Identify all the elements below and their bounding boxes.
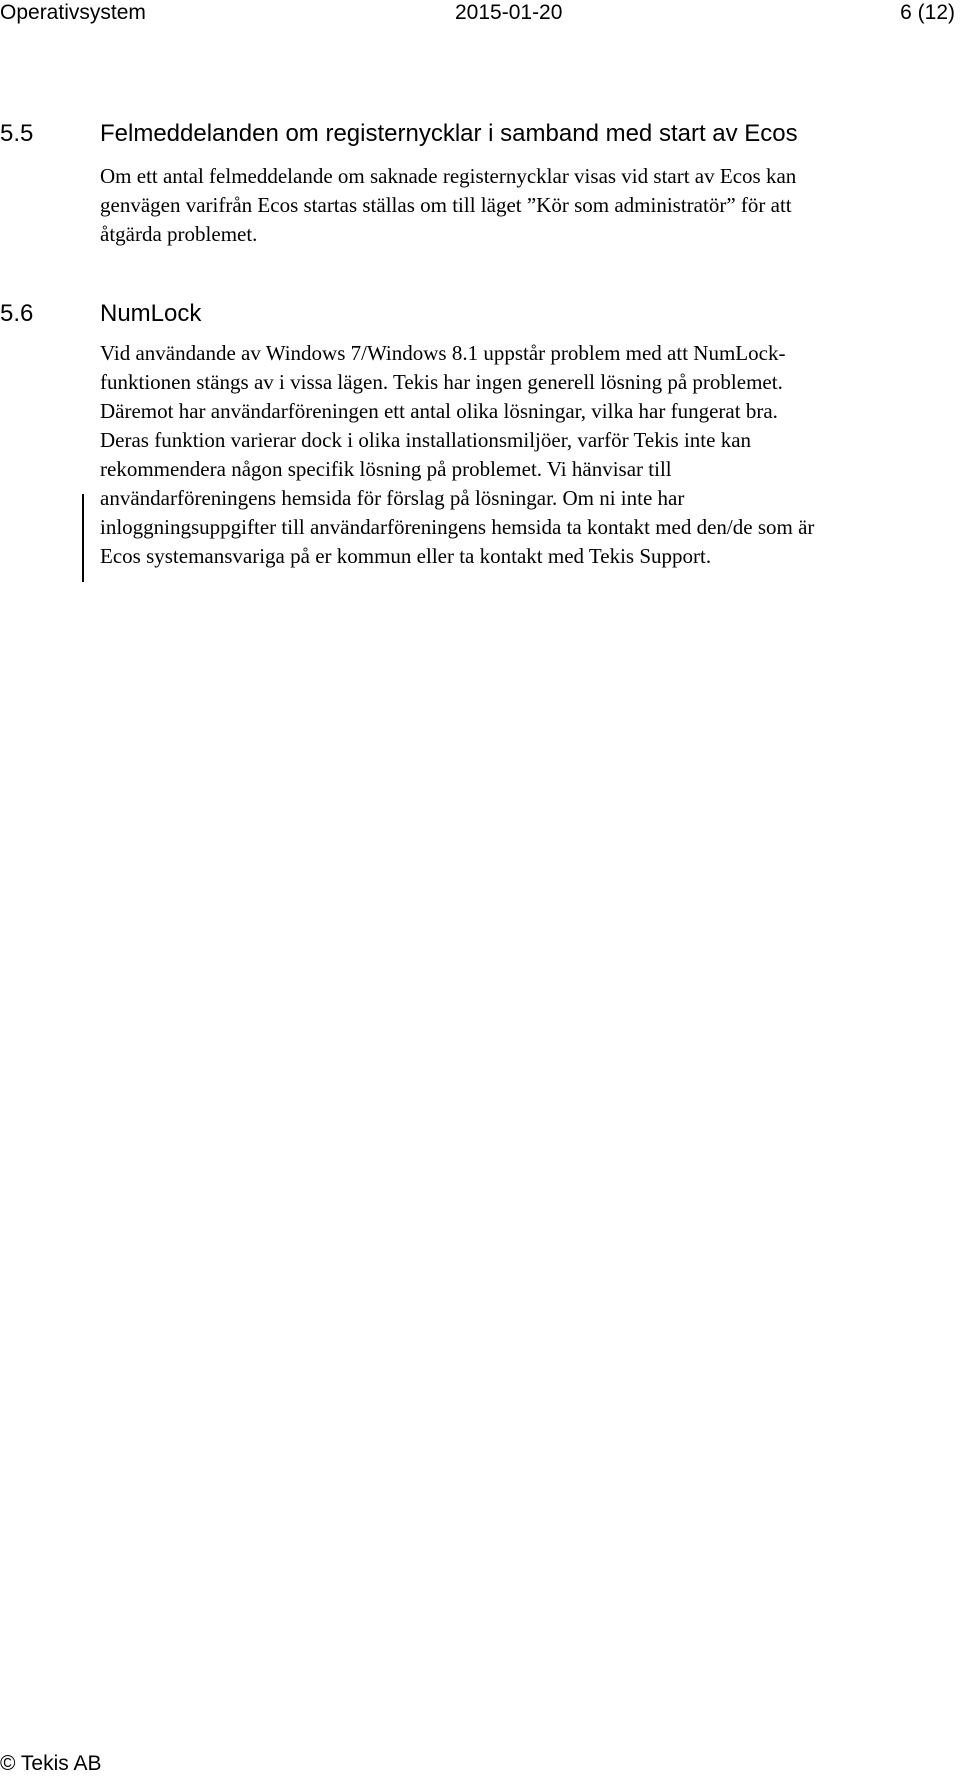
paragraph-line: genvägen varifrån Ecos startas ställas om till läget ”Kör som administratör” för att <box>100 193 792 217</box>
paragraph-line: rekommendera någon specifik lösning på problemet. Vi hänvisar till <box>100 457 672 481</box>
paragraph-line: användarföreningens hemsida för förslag på lösningar. Om ni inte har <box>100 486 685 510</box>
section-5-5-heading <box>0 120 798 148</box>
paragraph-line: Om ett antal felmeddelande om saknade registernycklar visas vid start av Ecos kan <box>100 164 797 188</box>
section-5-6-number: 5.6 <box>0 300 34 327</box>
section-5-5-paragraph <box>100 162 940 249</box>
header-page-number: 6 (12) <box>900 1 955 24</box>
paragraph-line: åtgärda problemet. <box>100 222 258 246</box>
paragraph-line: funktionen stängs av i vissa lägen. Tekis har ingen generell lösning på problemet. <box>100 370 783 394</box>
section-5-5-title: Felmeddelanden om registernycklar i samband med start av Ecos <box>100 120 798 147</box>
section-5-5-number: 5.5 <box>0 120 34 147</box>
revision-change-bar <box>82 494 84 582</box>
section-5-6-heading <box>0 300 201 328</box>
section-5-6-title: NumLock <box>100 300 202 327</box>
paragraph-line: Däremot har användarföreningen ett antal olika lösningar, vilka har fungerat bra. <box>100 399 778 423</box>
paragraph-line: Ecos systemansvariga på er kommun eller ta kontakt med Tekis Support. <box>100 544 712 568</box>
header-document-title: Operativsystem <box>0 1 146 24</box>
page-footer-copyright: © Tekis AB <box>0 1752 102 1775</box>
paragraph-line: Vid användande av Windows 7/Windows 8.1 uppstår problem med att NumLock- <box>100 341 786 365</box>
paragraph-line: Deras funktion varierar dock i olika installationsmiljöer, varför Tekis inte kan <box>100 428 752 452</box>
page-header <box>0 0 960 28</box>
section-5-6-paragraph <box>100 339 940 571</box>
header-date: 2015-01-20 <box>455 1 563 24</box>
paragraph-line: inloggningsuppgifter till användarföreningens hemsida ta kontakt med den/de som är <box>100 515 815 539</box>
